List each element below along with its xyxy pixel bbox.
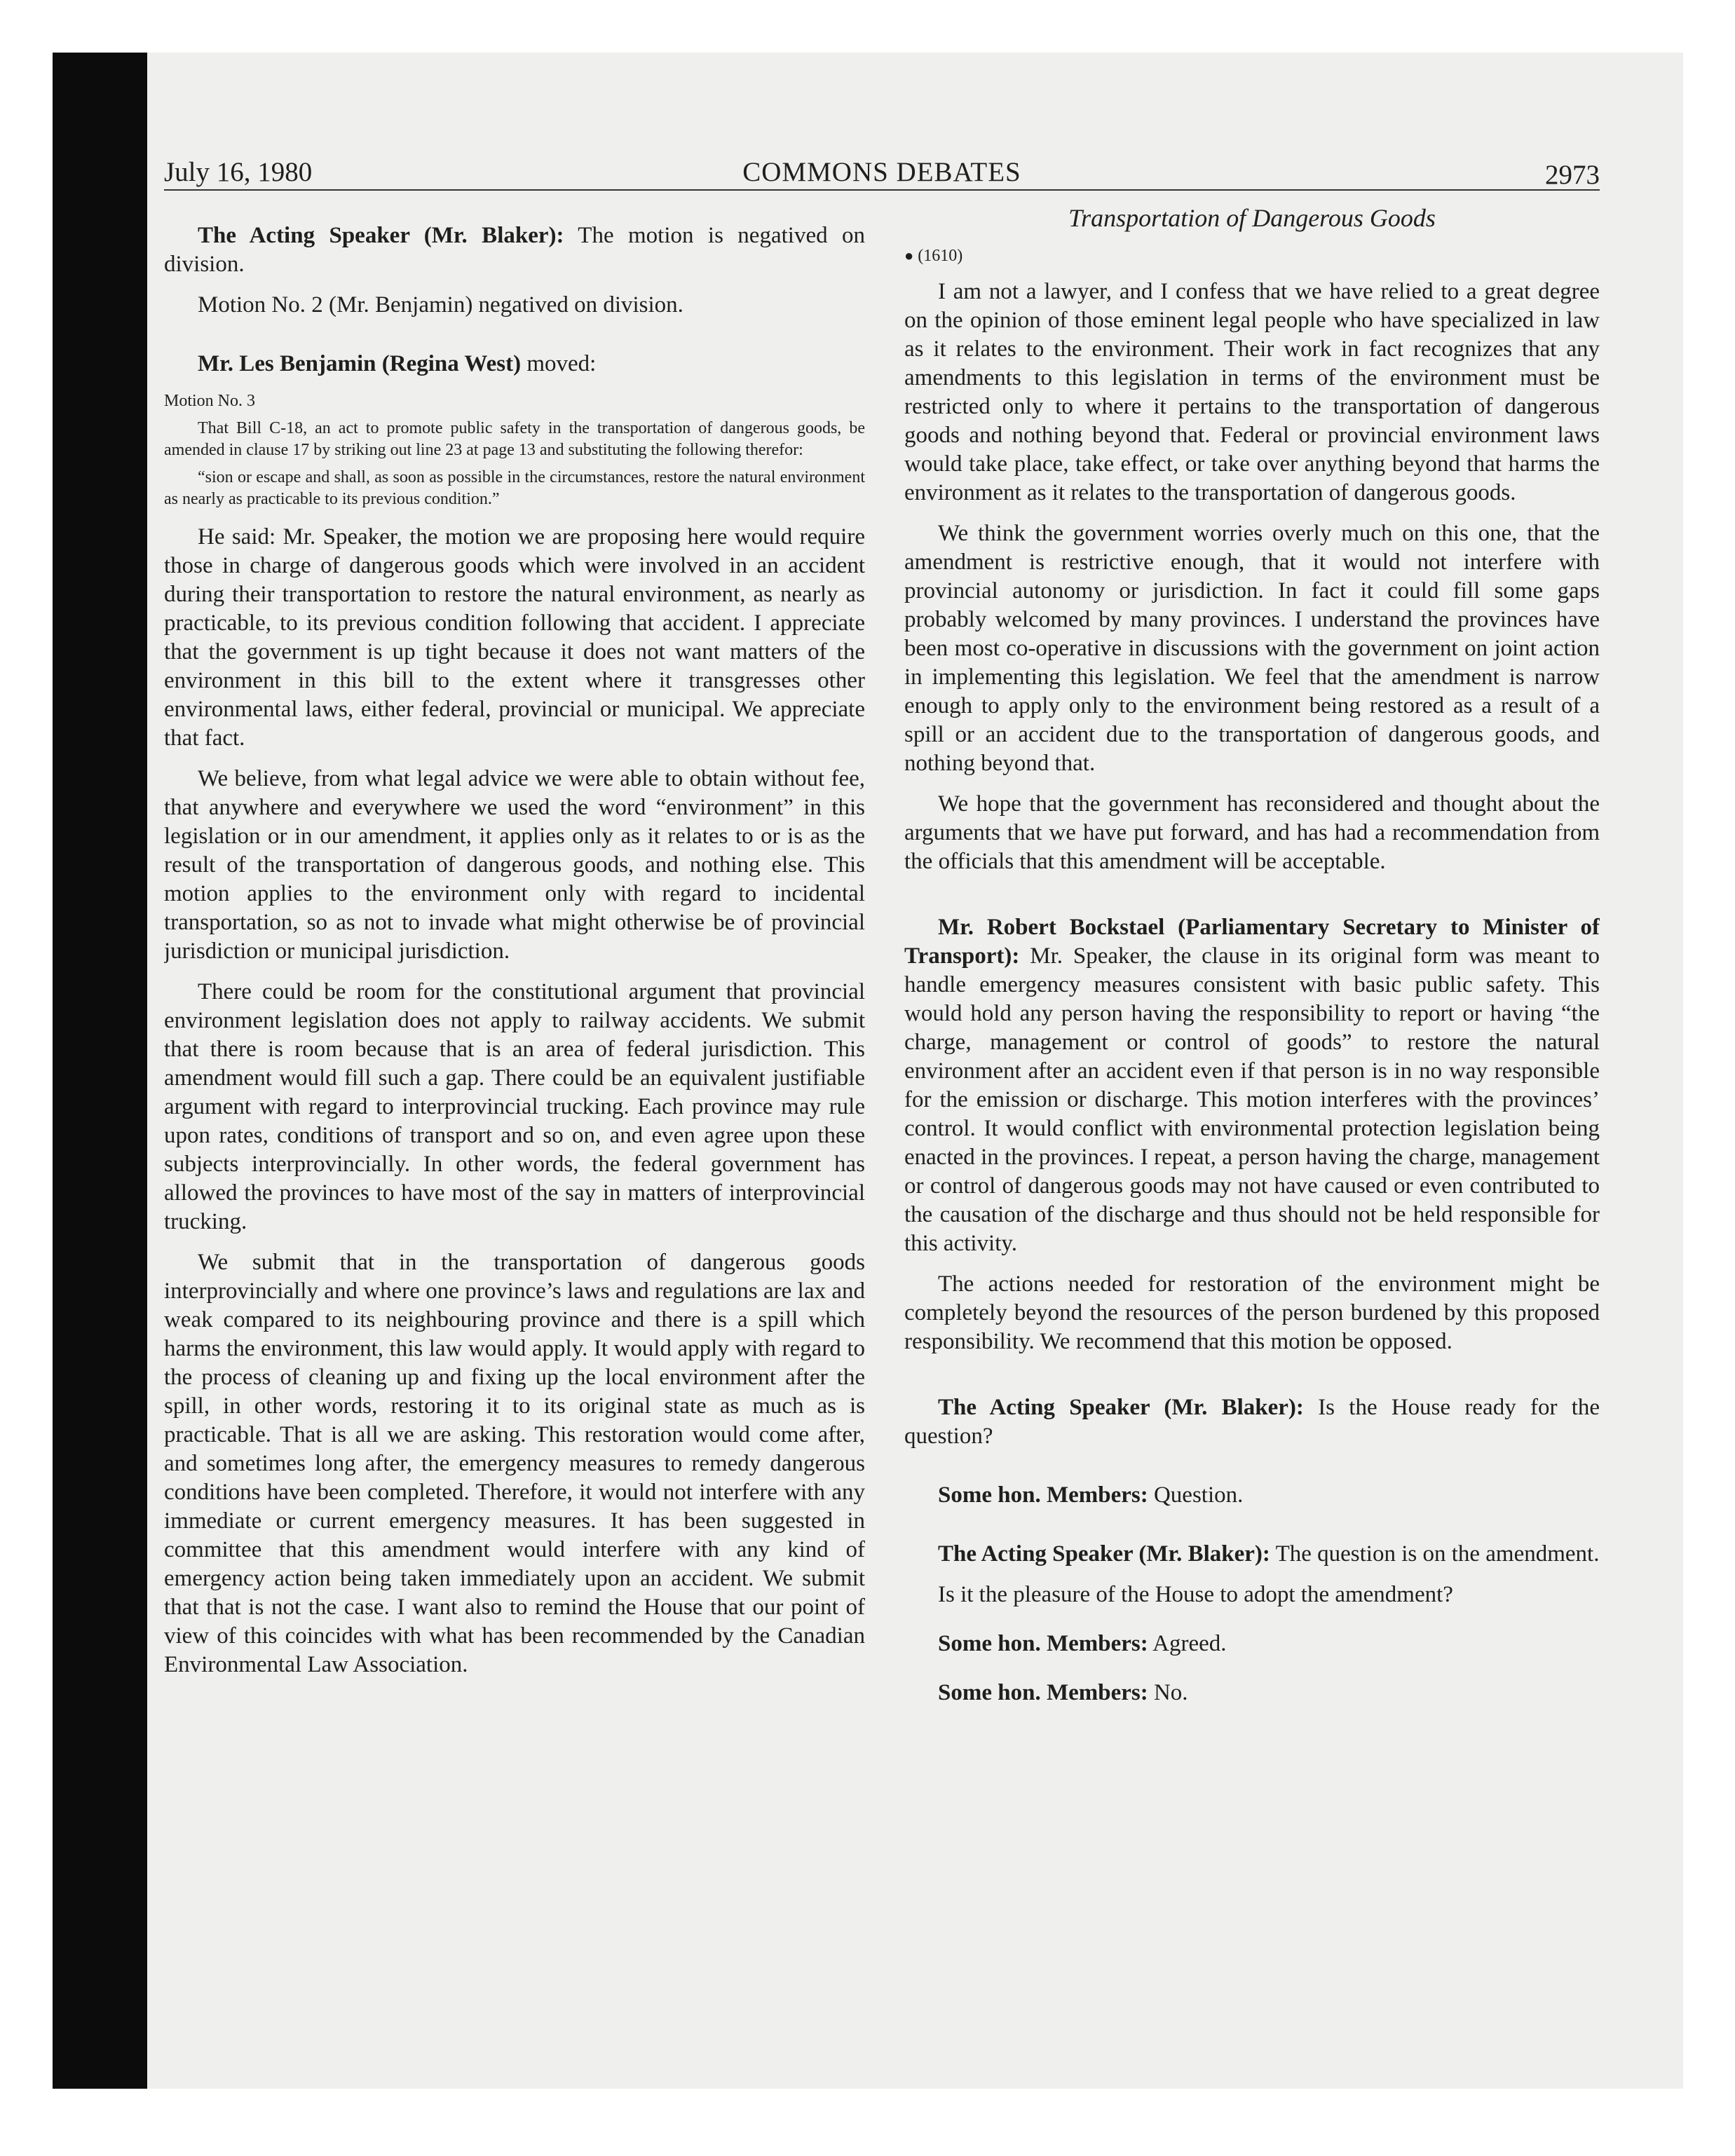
speaker-name: The Acting Speaker (Mr. Blaker): xyxy=(198,223,564,248)
motion-label: Motion No. 3 xyxy=(164,392,256,410)
speaker-name: Mr. Robert Bockstael (Parliamentary Secretary to Minister of Transport): xyxy=(904,915,1600,969)
paragraph: Is it the pleasure of the House to adopt the amendment? xyxy=(938,1582,1453,1607)
statement-text: Question. xyxy=(1153,1482,1244,1508)
members-response xyxy=(904,1481,1600,1510)
header-date: July 16, 1980 xyxy=(164,157,313,187)
timestamp-text: (1610) xyxy=(918,247,963,265)
timestamp xyxy=(904,245,1600,266)
motion-block xyxy=(164,390,865,510)
paragraph: He said: Mr. Speaker, the motion we are proposing here would require those in charge of dangerous goods which were involved in an accident during their transportation to restore the natural environment, as nearly as practicable, to its previous condition following that accident. I appreciate that the government is up tight because it does not want matters of the environment in this bill to the extent where it transgresses other environmental laws, either federal, provincial or municipal. We appreciate that fact. xyxy=(164,524,865,751)
speaker-statement xyxy=(904,1540,1600,1569)
statement-text: moved: xyxy=(526,351,597,376)
statement-text: The question is on the amendment. xyxy=(1275,1541,1600,1567)
header-page-number: 2973 xyxy=(1545,160,1600,190)
paragraph: We believe, from what legal advice we were able to obtain without fee, that anywhere and everywhere we used the word “environment” in this legislation or in our amendment, it applies only as it relates to or is as the result of the transportation of dangerous goods, and nothing else. This motion applies to the environment only with regard to incidental transportation, so as not to invade what might otherwise be of provincial jurisdiction or municipal jurisdiction. xyxy=(164,766,865,964)
paragraph: I am not a lawyer, and I confess that we have relied to a great degree on the opinion of those eminent legal people who have specialized in law as it relates to the environment. Their work in fact recognizes that any amendments to this legislation in terms of the environment must be restricted only to where it pertains to the transportation of dangerous goods and nothing beyond that. Federal or provincial environment laws would take place, take effect, or take over anything beyond that harms the environment as it relates to the transportation of dangerous goods. xyxy=(904,279,1600,505)
statement-text: Is the House ready for the question? xyxy=(904,1395,1600,1449)
page-header xyxy=(164,156,1600,191)
speaker-name: Mr. Les Benjamin (Regina West) xyxy=(198,351,522,376)
speaker-statement xyxy=(904,1393,1600,1451)
bullet-icon: ● xyxy=(904,247,914,264)
members-response xyxy=(904,1679,1600,1707)
speaker-name: Some hon. Members: xyxy=(938,1482,1148,1508)
motion-text: That Bill C-18, an act to promote public safety in the transportation of dangerous goods, be amended in clause 17 by striking out line 23 at page 13 and substituting the following therefor: xyxy=(164,419,865,459)
running-head: Transportation of Dangerous Goods xyxy=(1068,204,1436,232)
left-column xyxy=(164,203,865,2054)
motion-result: Motion No. 2 (Mr. Benjamin) negatived on division. xyxy=(198,292,683,318)
speaker-name: Some hon. Members: xyxy=(938,1680,1148,1705)
right-column xyxy=(904,203,1600,2054)
paragraph: We hope that the government has reconsidered and thought about the arguments that we have put forward, and has had a recommendation from the officials that this amendment will be acceptable. xyxy=(904,791,1600,874)
speaker-name: The Acting Speaker (Mr. Blaker): xyxy=(938,1541,1270,1567)
binding-shadow xyxy=(53,53,147,2089)
members-response xyxy=(904,1630,1600,1658)
statement-text: Agreed. xyxy=(1152,1631,1227,1656)
paragraph: We submit that in the transportation of dangerous goods interprovincially and where one province’s laws and regulations are lax and weak compared to its neighbouring province and there is a spill which harms the environment, this law would apply. It would apply with regard to the process of cleaning up and fixing up the local environment after the spill, in other words, restoring it to its original state as much as is practicable. That is all we are asking. This restoration would come after, and sometimes long after, the emergency measures to remedy dangerous conditions have been completed. Therefore, it would not interfere with any immediate or current emergency measures. It has been suggested in committee that this amendment would interfere with any kind of emergency action being taken immediately upon an accident. We submit that that is not the case. I want also to remind the House that our point of view of this coincides with what has been recommended by the Canadian Environmental Law Association. xyxy=(164,1250,865,1677)
header-publication: COMMONS DEBATES xyxy=(742,157,1021,187)
paragraph: There could be room for the constitutional argument that provincial environment legislation does not apply to railway accidents. We submit that there is room because that is an area of federal jurisdiction. This amendment would fill such a gap. There could be an equivalent justifiable argument with regard to interprovincial trucking. Each province may rule upon rates, conditions of transport and so on, and even agree upon these subjects interprovincially. In other words, the federal government has allowed the provinces to have most of the say in matters of interprovincial trucking. xyxy=(164,979,865,1234)
speaker-statement xyxy=(904,913,1600,1258)
mover-line xyxy=(164,350,865,378)
paragraph: We think the government worries overly much on this one, that the amendment is restrictive enough, that it would not interfere with provincial autonomy or jurisdiction. In fact it could fill some gaps probably welcomed by many provinces. I understand the provinces have been most co-operative in discussions with the government on joint action in implementing this legislation. We feel that the amendment is narrow enough to apply only to the environment being restored as a result of a spill or an accident due to the transportation of dangerous goods, and nothing beyond that. xyxy=(904,521,1600,776)
statement-text: Mr. Speaker, the clause in its original form was meant to handle emergency measures consistent with basic public safety. This would hold any person having the responsibility to report or having “the charge, management or control of goods” to restore the natural environment after an accident even if that person is in no way responsible for the emission or discharge. This motion interferes with the provinces’ control. It would conflict with environmental protection legislation being enacted in the provinces. I repeat, a person having the charge, management or control of dangerous goods may not have caused or even contributed to the causation of the discharge and thus should not be held responsible for this activity. xyxy=(904,943,1600,1256)
speaker-name: The Acting Speaker (Mr. Blaker): xyxy=(938,1395,1304,1420)
statement-text: The motion is negatived on division. xyxy=(164,223,865,277)
motion-quote: “sion or escape and shall, as soon as possible in the circumstances, restore the natural environment as nearly as practicable to its previous condition.” xyxy=(164,468,865,508)
speaker-statement xyxy=(164,221,865,279)
statement-text: No. xyxy=(1153,1680,1188,1705)
paragraph: The actions needed for restoration of the environment might be completely beyond the resources of the person burdened by this proposed responsibility. We recommend that this motion be opposed. xyxy=(904,1271,1600,1354)
speaker-name: Some hon. Members: xyxy=(938,1631,1148,1656)
